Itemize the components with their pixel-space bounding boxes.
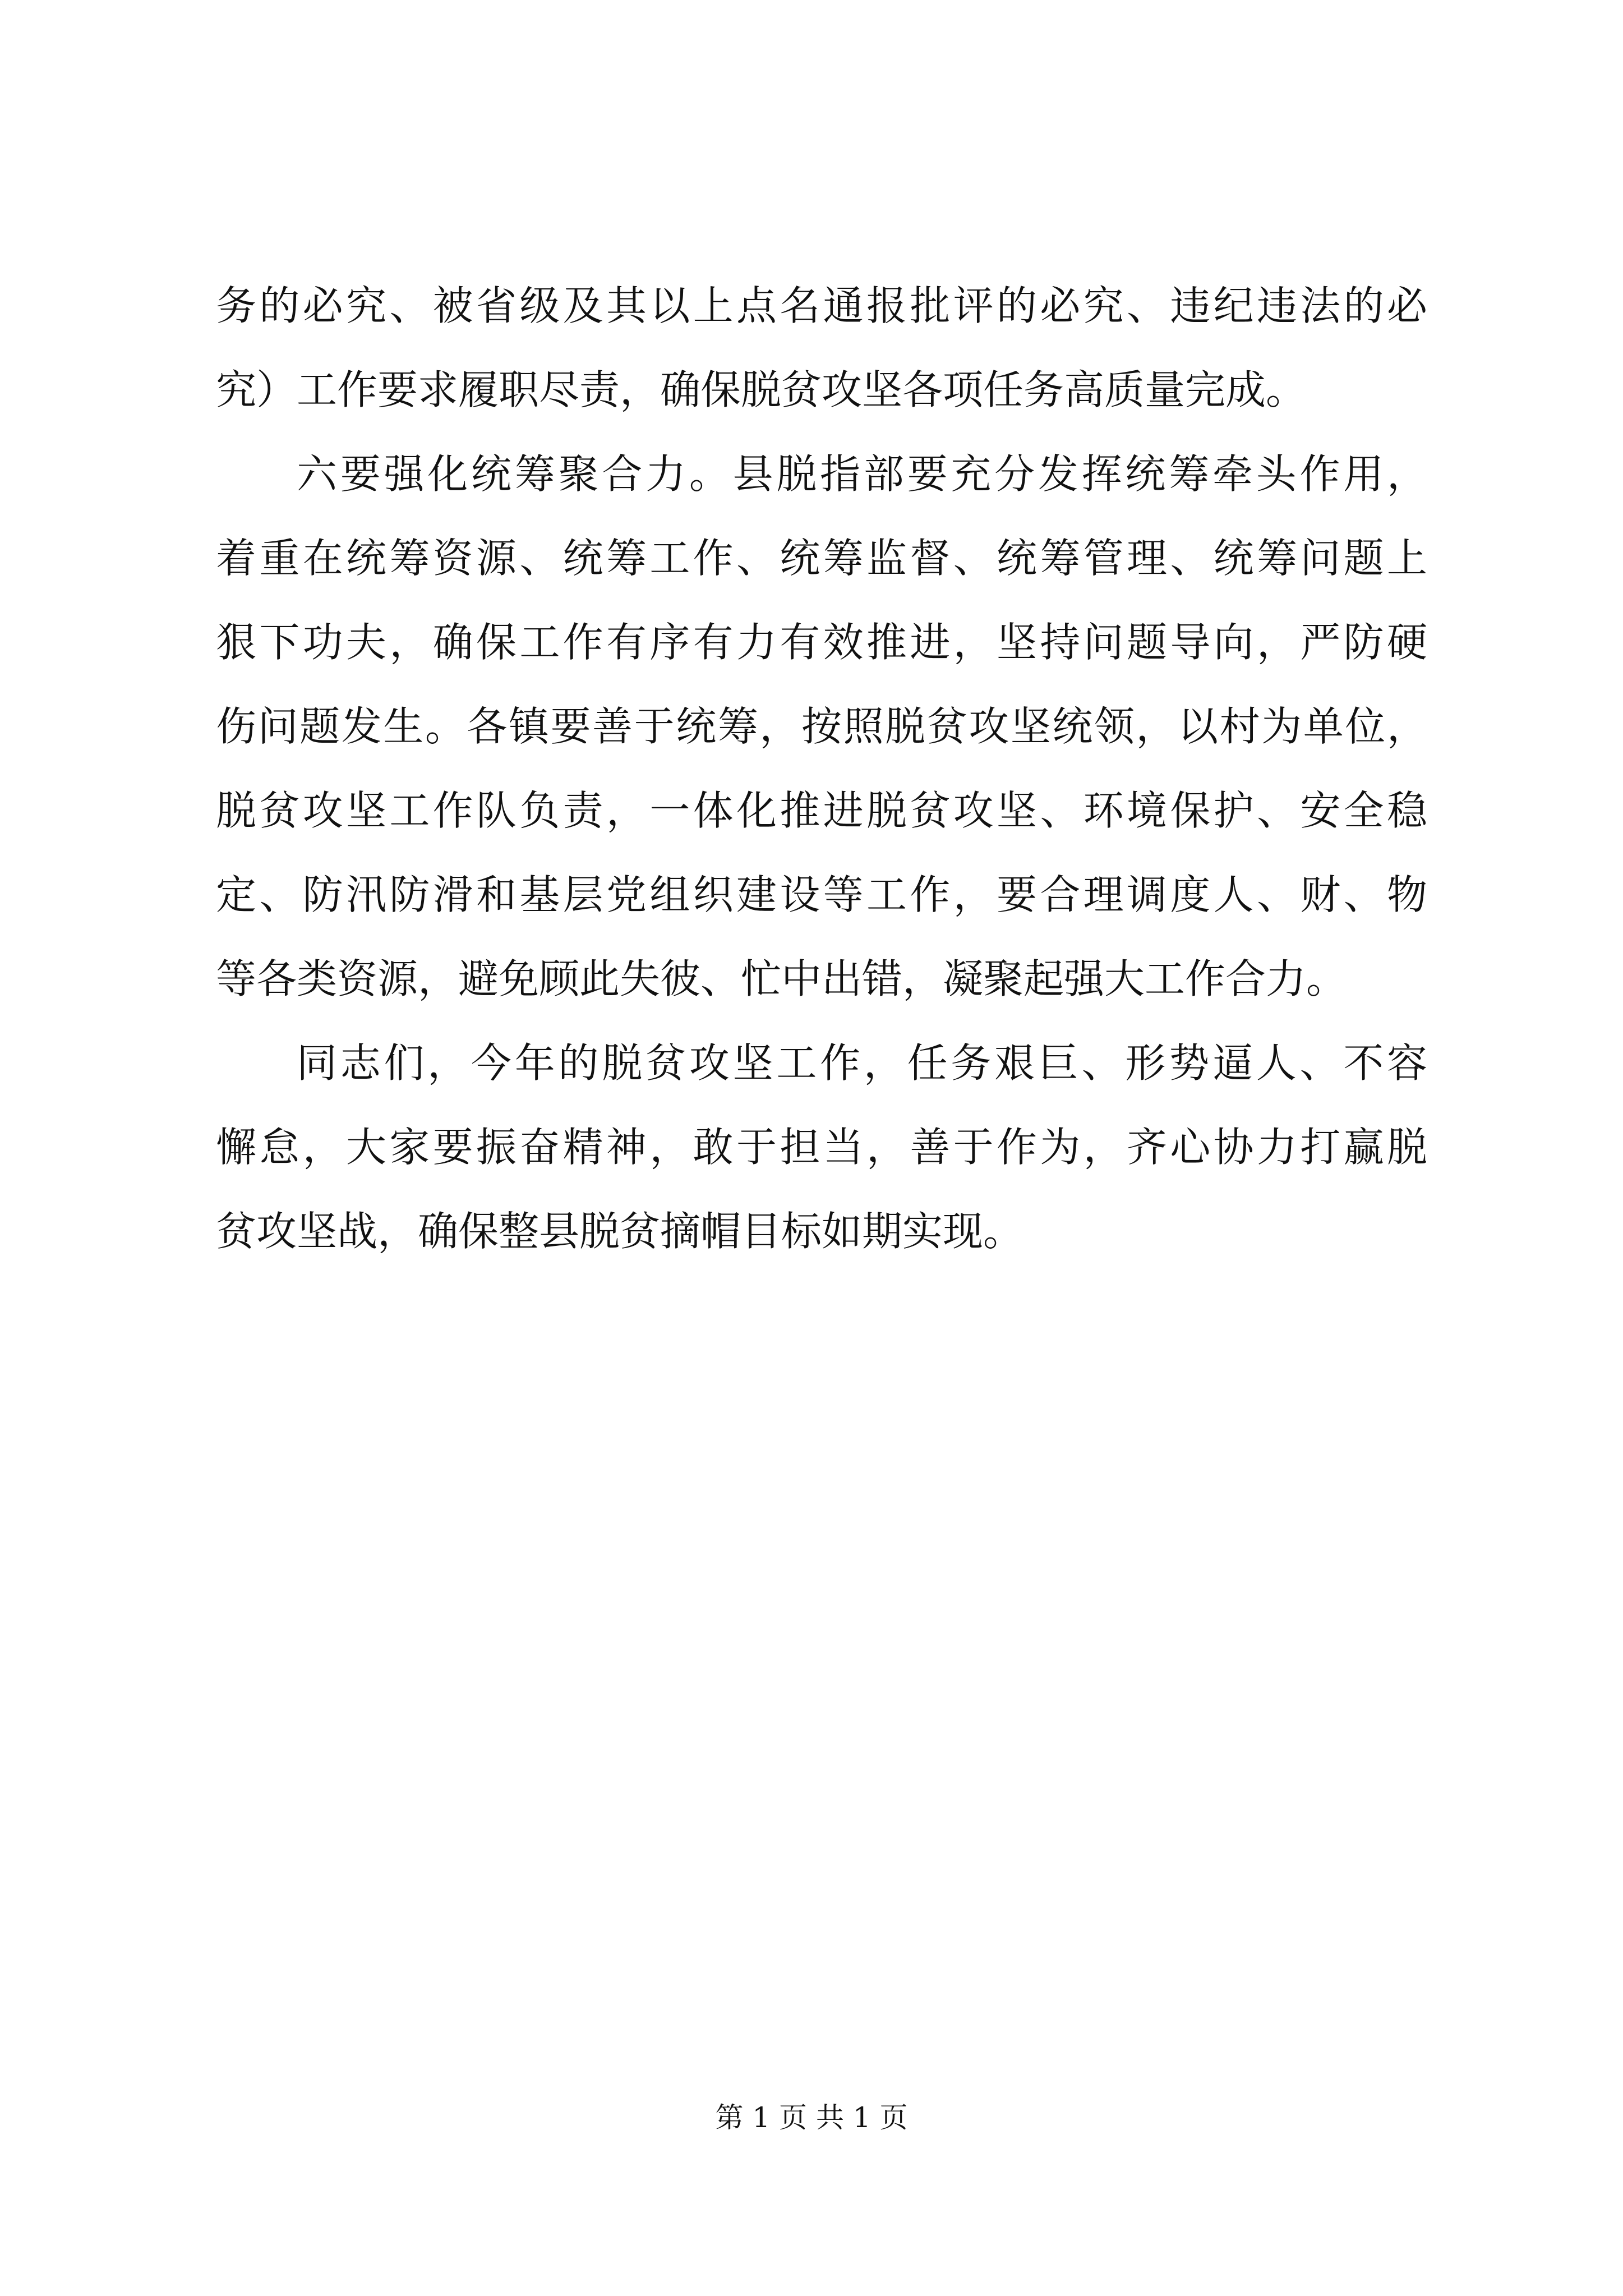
body-text xyxy=(216,264,1427,1273)
text-line: 脱贫攻坚工作队负责，一体化推进脱贫攻坚、环境保护、安全稳 xyxy=(216,787,1427,834)
paragraph-first-line: 六要强化统筹聚合力。县脱指部要充分发挥统筹牵头作用， xyxy=(297,450,1427,498)
text-line: 定、防汛防滑和基层党组织建设等工作，要合理调度人、财、物 xyxy=(216,871,1427,918)
text-line: 贫攻坚战，确保整县脱贫摘帽目标如期实现。 xyxy=(216,1208,1024,1255)
text-line: 伤问题发生。各镇要善于统筹，按照脱贫攻坚统领，以村为单位， xyxy=(216,703,1427,750)
text-line: 务的必究、被省级及其以上点名通报批评的必究、违纪违法的必 xyxy=(216,282,1427,329)
text-line: 究）工作要求履职尽责，确保脱贫攻坚各项任务高质量完成。 xyxy=(216,366,1307,413)
text-line: 懈怠，大家要振奋精神，敢于担当，善于作为，齐心协力打赢脱 xyxy=(216,1124,1427,1171)
paragraph-first-line: 同志们，今年的脱贫攻坚工作，任务艰巨、形势逼人、不容 xyxy=(297,1039,1427,1087)
text-line: 着重在统筹资源、统筹工作、统筹监督、统筹管理、统筹问题上 xyxy=(216,535,1427,582)
page-number-footer: 第 1 页 共 1 页 xyxy=(715,2101,908,2134)
text-line: 狠下功夫，确保工作有序有力有效推进，坚持问题导向，严防硬 xyxy=(216,619,1427,666)
text-line: 等各类资源，避免顾此失彼、忙中出错，凝聚起强大工作合力。 xyxy=(216,955,1347,1002)
